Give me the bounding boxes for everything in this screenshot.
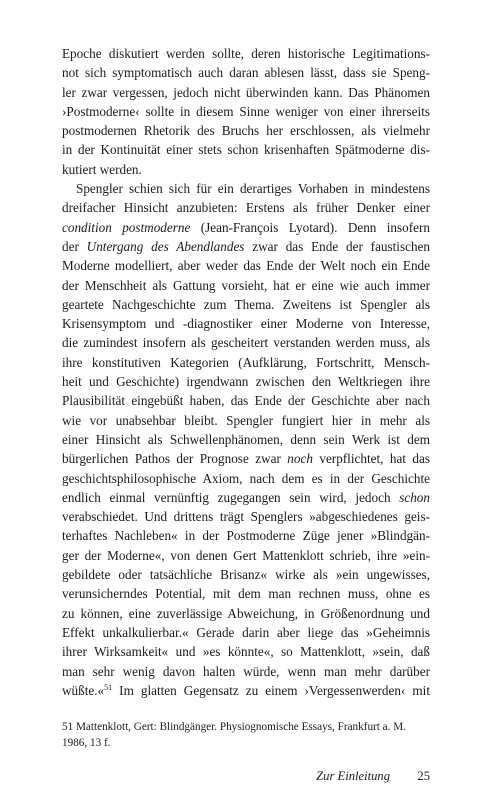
text-segment: wüßte.« xyxy=(62,682,105,698)
text-line: verabschiedet. Und drittens trägt Spenglers »abgeschiedenes geis- xyxy=(62,509,430,525)
text-line: ihre konstitutiven Kategorien (Aufklärung, Fortschritt, Mensch- xyxy=(62,354,430,370)
italic-title: Untergang des Abendlandes xyxy=(86,238,245,254)
text-line: verunsicherndes Potential, mit dem man rechnen muss, ohne es xyxy=(62,586,430,602)
text-line: Spengler schien sich für ein derartiges Vorhaben in mindestens xyxy=(76,181,430,197)
text-line: kutiert werden. xyxy=(62,161,142,177)
text-line: geschichtsphilosophische Axiom, nach dem es in der Geschichte xyxy=(62,470,430,486)
text-line: in der Kontinuität einer stets schon krisenhaften Spätmoderne dis- xyxy=(62,142,430,158)
text-line: postmodernen Rhetorik des Bruchs her erschlossen, als vielmehr xyxy=(62,123,430,139)
italic-word: noch xyxy=(287,451,313,467)
page-number: 25 xyxy=(417,769,430,783)
text-line: heit und Geschichte) irgendwann zwischen den Weltkriegen ihre xyxy=(62,374,430,390)
text-line: Moderne modelliert, aber weder das Ende der Welt noch ein Ende xyxy=(62,258,430,274)
text-line: ihrer Wirksamkeit« und »es könnte«, so Mattenklott, »sein, daß xyxy=(62,644,430,660)
text-segment: bürgerlichen Pathos der Prognose zwar xyxy=(62,451,288,467)
footnote-line: 51 Mattenklott, Gert: Blindgänger. Physiognomische Essays, Frankfurt a. M. xyxy=(62,721,406,733)
text-line: die zumindest insofern als gescheitert verstanden werden muss, als xyxy=(62,335,430,351)
page-footer xyxy=(62,769,430,787)
text-line: man sehr wenig davon halten würde, wenn man mehr darüber xyxy=(62,663,430,679)
text-line xyxy=(62,218,430,237)
text-segment: endlich einmal vernünftig zugegangen sein wird, jedoch xyxy=(62,489,400,505)
text-line: Krisensymptom und -diagnostiker einer Moderne von Interesse, xyxy=(62,316,430,332)
text-line: einer Hinsicht als Schwellenphänomen, denn sein Werk ist dem xyxy=(62,431,430,447)
italic-word: schon xyxy=(399,489,430,505)
text-line: terhaftes Nachleben« in der Postmoderne Züge jener »Blindgän- xyxy=(62,528,430,544)
body-text xyxy=(62,44,430,700)
footnote-reference[interactable]: 51 xyxy=(104,682,113,692)
text-line: geartete Nachgeschichte zum Thema. Zweitens ist Spengler als xyxy=(62,296,430,312)
text-segment: der xyxy=(62,238,87,254)
text-line: wie vor unabsehbar bleibt. Spengler fungiert hier in mehr als xyxy=(62,412,430,428)
footnote xyxy=(62,719,430,751)
footnote-line: 1986, 13 f. xyxy=(62,737,111,749)
text-line: Effekt unkalkulierbar.« Gerade darin aber liege das »Geheimnis xyxy=(62,624,430,640)
text-line: dreifacher Hinsicht anzubieten: Erstens als früher Denker einer xyxy=(62,200,430,216)
text-line xyxy=(62,681,430,700)
text-line: not sich symptomatisch auch daran ablesen lässt, dass sie Speng- xyxy=(62,65,430,81)
text-line: Plausibilität eingebüßt haben, das Ende der Geschichte aber nach xyxy=(62,393,430,409)
text-segment: verpflichtet, hat das xyxy=(312,451,430,467)
text-segment: Im glatten Gegensatz zu einem ›Vergessenwerden‹ mit xyxy=(112,682,430,698)
text-line: ›Postmoderne‹ sollte in diesem Sinne weniger von einer ihrerseits xyxy=(62,103,430,119)
text-line xyxy=(62,488,430,507)
text-line: gebildete oder tatsächliche Brisanz« wirke als »ein ungewisses, xyxy=(62,567,430,583)
text-line: der Menschheit als Gattung vorsieht, hat er eine wie auch immer xyxy=(62,277,430,293)
text-line xyxy=(62,237,430,256)
text-line: ler zwar vergessen, jedoch nicht überwinden kann. Das Phänomen xyxy=(62,84,430,100)
italic-term: condition postmoderne xyxy=(62,219,191,235)
text-line: Epoche diskutiert werden sollte, deren historische Legitimations- xyxy=(62,46,430,61)
text-line xyxy=(62,449,430,468)
text-line: ger der Moderne«, von denen Gert Mattenklott schrieb, ihre »ein- xyxy=(62,547,430,563)
text-segment: zwar das Ende der faustischen xyxy=(244,238,430,254)
text-line: zu können, eine zuverlässige Abweichung, in Größenordnung und xyxy=(62,605,430,621)
text-segment: (Jean-François Lyotard). Denn insofern xyxy=(190,219,430,235)
running-head: Zur Einleitung xyxy=(316,769,390,783)
